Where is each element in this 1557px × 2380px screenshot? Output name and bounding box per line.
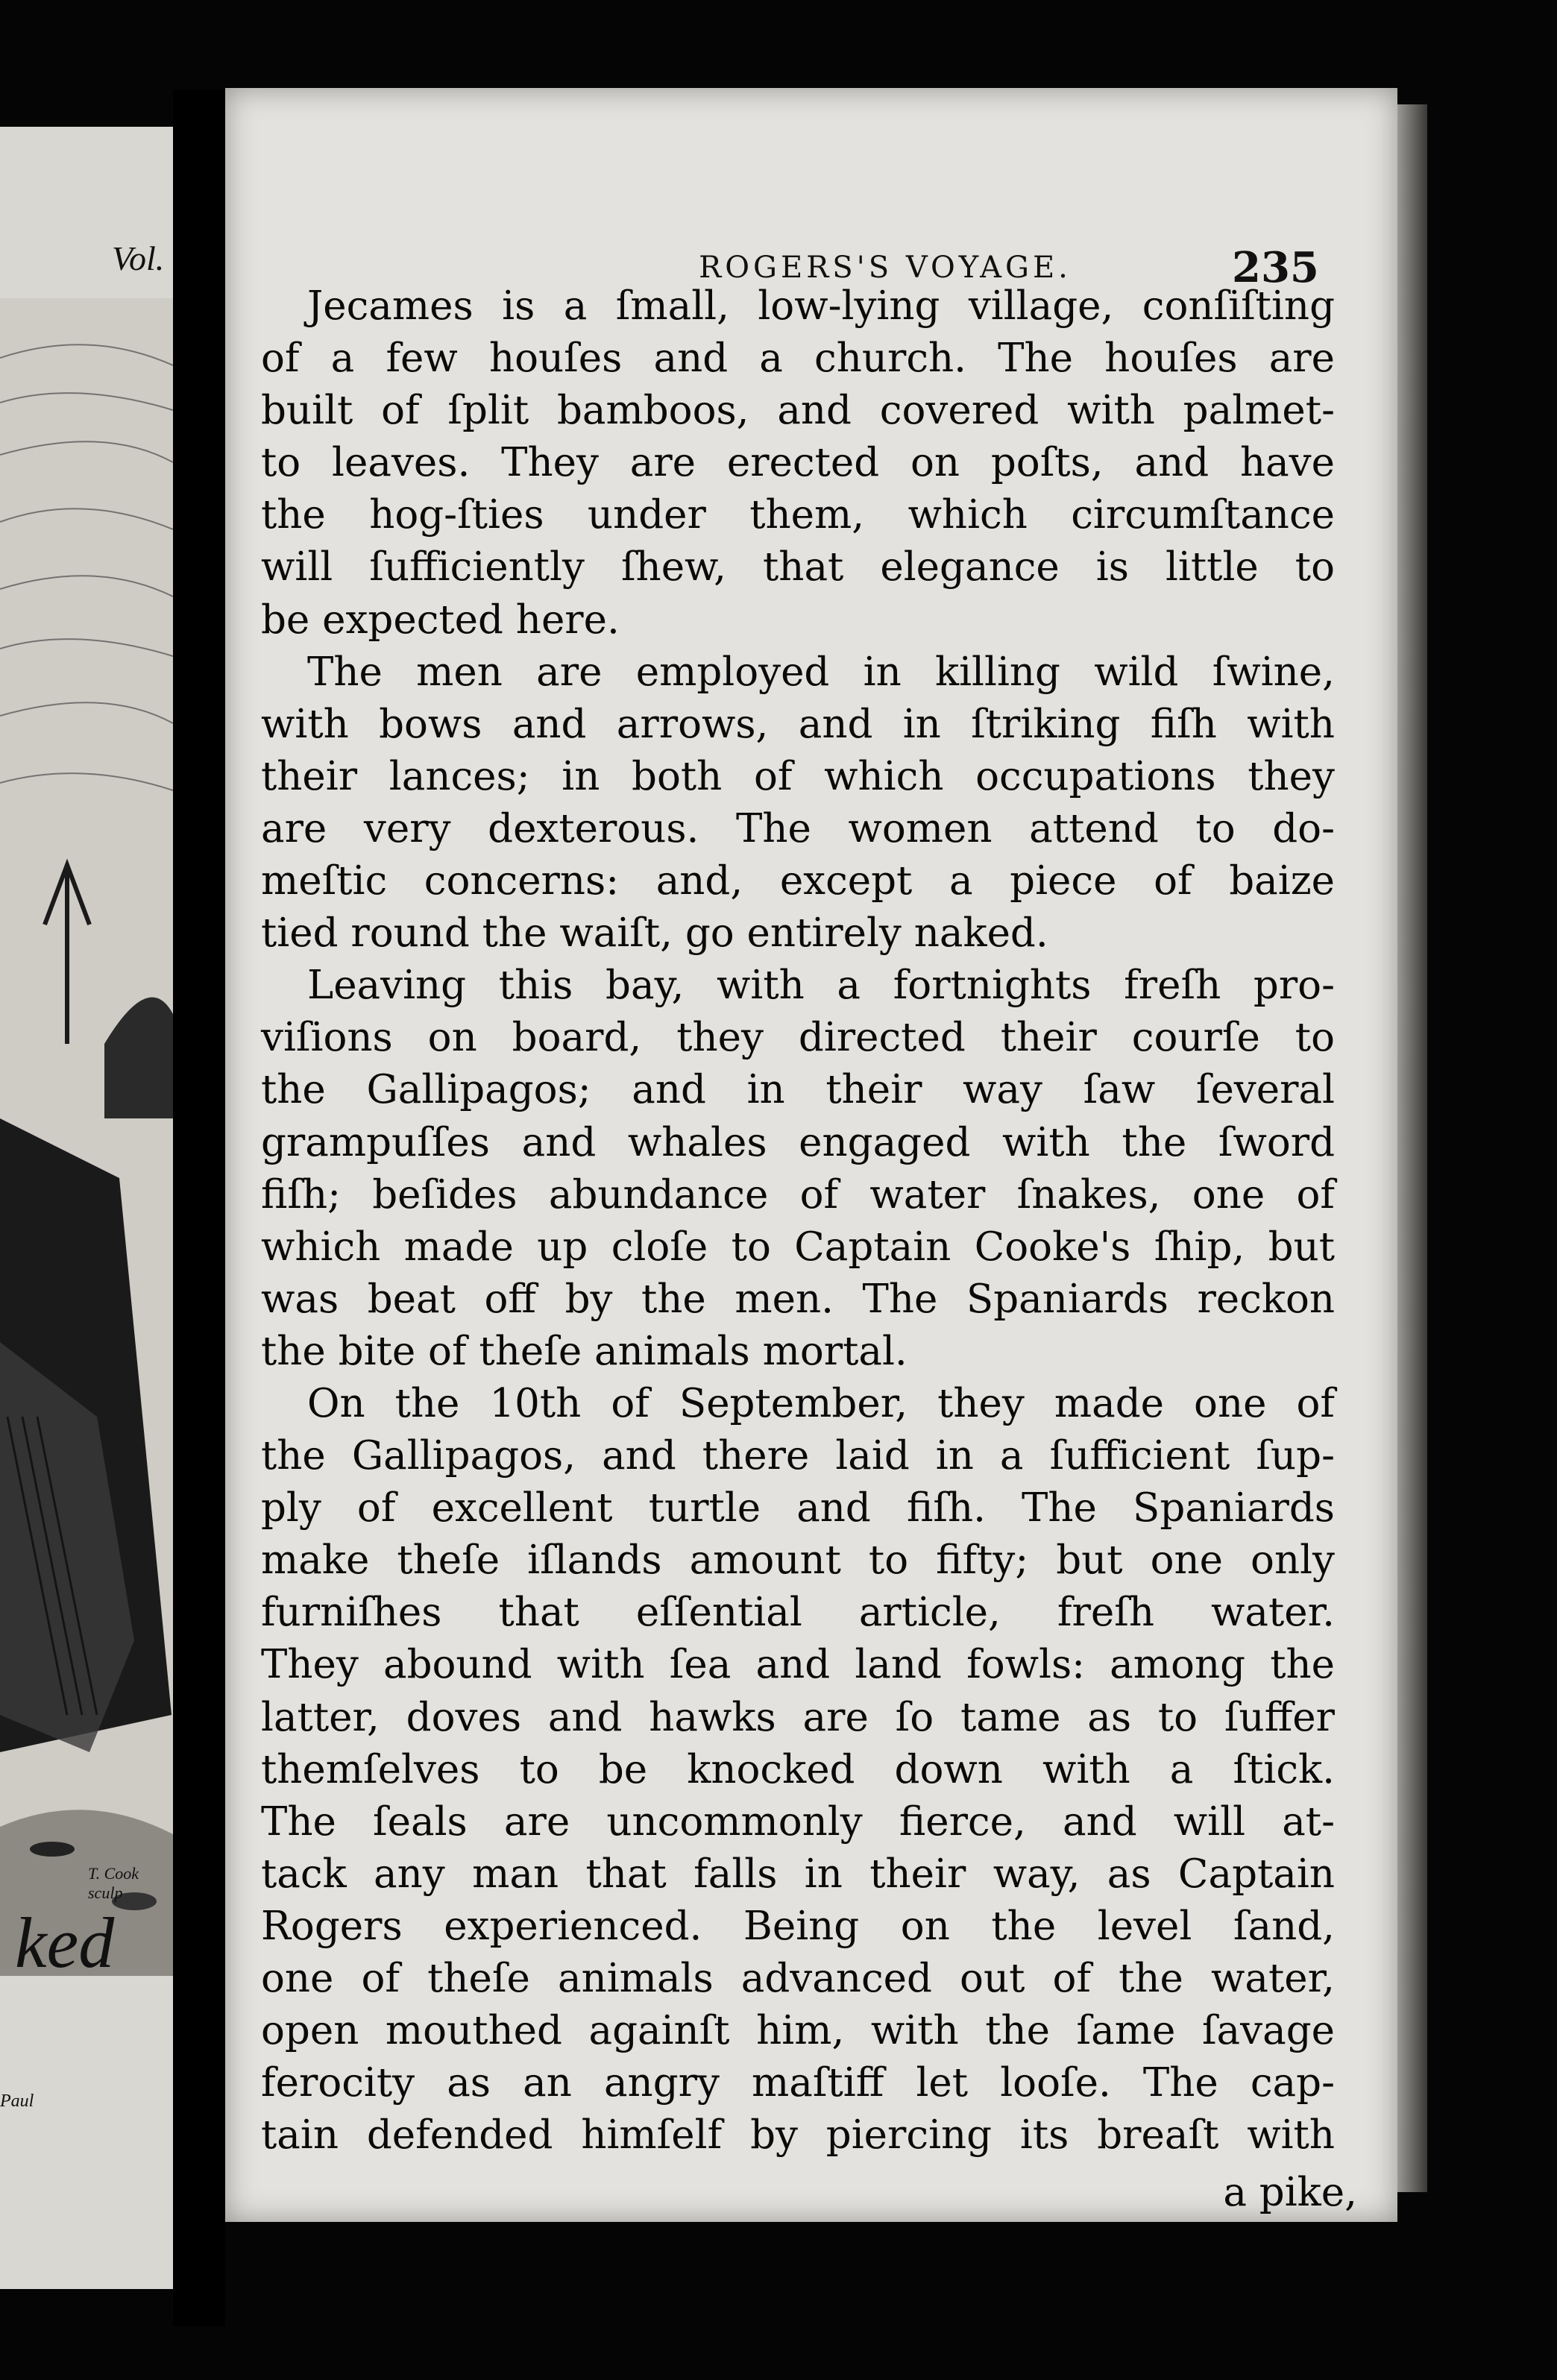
text-line: viſions on board, they directed their courſe to	[261, 1015, 1335, 1061]
text-line: The ſeals are uncommonly fierce, and will at-	[261, 1798, 1335, 1845]
text-line: the bite of theſe animals mortal.	[261, 1328, 908, 1374]
facing-plate-page	[0, 127, 173, 2289]
text-line: tied round the waiſt, go entirely naked.	[261, 910, 1048, 957]
publisher-fragment: Paul	[0, 2091, 34, 2111]
page-edge	[1397, 104, 1427, 2192]
page-number: 235	[1232, 243, 1319, 292]
text-line: themſelves to be knocked down with a ſtick.	[261, 1746, 1335, 1792]
running-head: ROGERS'S VOYAGE.	[699, 251, 1072, 285]
text-line: the hog-ſties under them, which circumſtance	[261, 492, 1335, 538]
text-line: open mouthed againſt him, with the ſame ſavage	[261, 2008, 1335, 2054]
book-gutter	[173, 89, 225, 2326]
text-line: They abound with ſea and land fowls: among the	[261, 1642, 1335, 1688]
text-line: was beat off by the men. The Spaniards reckon	[261, 1276, 1335, 1322]
text-line: The men are employed in killing wild ſwine,	[307, 649, 1335, 695]
text-line: meſtic concerns: and, except a piece of baize	[261, 858, 1335, 904]
text-line: be expected here.	[261, 596, 620, 643]
text-line: to leaves. They are erected on poſts, and have	[261, 440, 1335, 486]
text-line: of a few houſes and a church. The houſes are	[261, 336, 1335, 382]
text-line: tack any man that falls in their way, as Captain	[261, 1851, 1335, 1897]
text-line: the Gallipagos; and in their way ſaw ſeveral	[261, 1067, 1335, 1113]
text-line: Leaving this bay, with a fortnights freſh pro-	[307, 963, 1335, 1009]
paragraph	[261, 280, 1335, 646]
text-line: their lances; in both of which occupations they	[261, 753, 1335, 799]
text-line: latter, doves and hawks are ſo tame as to ſuffer	[261, 1694, 1335, 1740]
text-line: furniſhes that eſſential article, freſh water.	[261, 1590, 1335, 1636]
text-line: Rogers experienced. Being on the level ſand,	[261, 1903, 1335, 1949]
text-line: built of ſplit bamboos, and covered with palmet-	[261, 388, 1335, 434]
text-line: one of theſe animals advanced out of the water,	[261, 1956, 1335, 2001]
text-line: grampuſſes and whales engaged with the ſword	[261, 1119, 1335, 1165]
paragraph	[261, 1378, 1335, 2162]
paragraph	[261, 960, 1335, 1378]
text-line: will ſufficiently ſhew, that elegance is little to	[261, 544, 1335, 591]
text-line: On the 10th of September, they made one of	[307, 1380, 1335, 1426]
text-line: which made up cloſe to Captain Cooke's ſhip, but	[261, 1224, 1335, 1270]
body-text	[261, 280, 1335, 2162]
text-line: make theſe iſlands amount to fifty; but one only	[261, 1537, 1335, 1584]
text-line: the Gallipagos, and there laid in a ſufficient ſup-	[261, 1433, 1335, 1479]
catchword: a pike,	[1223, 2170, 1357, 2215]
plate-caption-fragment: ked	[15, 1903, 115, 1983]
text-line: are very dexterous. The women attend to do-	[261, 805, 1335, 851]
paragraph	[261, 646, 1335, 960]
volume-label: Vol.	[112, 239, 165, 277]
text-line: fiſh; beſides abundance of water ſnakes, one of	[261, 1171, 1335, 1218]
engraving-illustration	[0, 298, 173, 1976]
engraver-credit: T. Cook sculp	[88, 1864, 139, 1902]
text-line: Jecames is a ſmall, low-lying village, conſiſting	[307, 283, 1335, 329]
text-line: ply of excellent turtle and fiſh. The Spaniards	[261, 1485, 1335, 1531]
text-line: ferocity as an angry maſtiff let looſe. The cap-	[261, 2060, 1335, 2106]
text-line: tain defended himſelf by piercing its breaſt with	[261, 2112, 1335, 2159]
text-line: with bows and arrows, and in ſtriking fiſh with	[261, 701, 1335, 747]
